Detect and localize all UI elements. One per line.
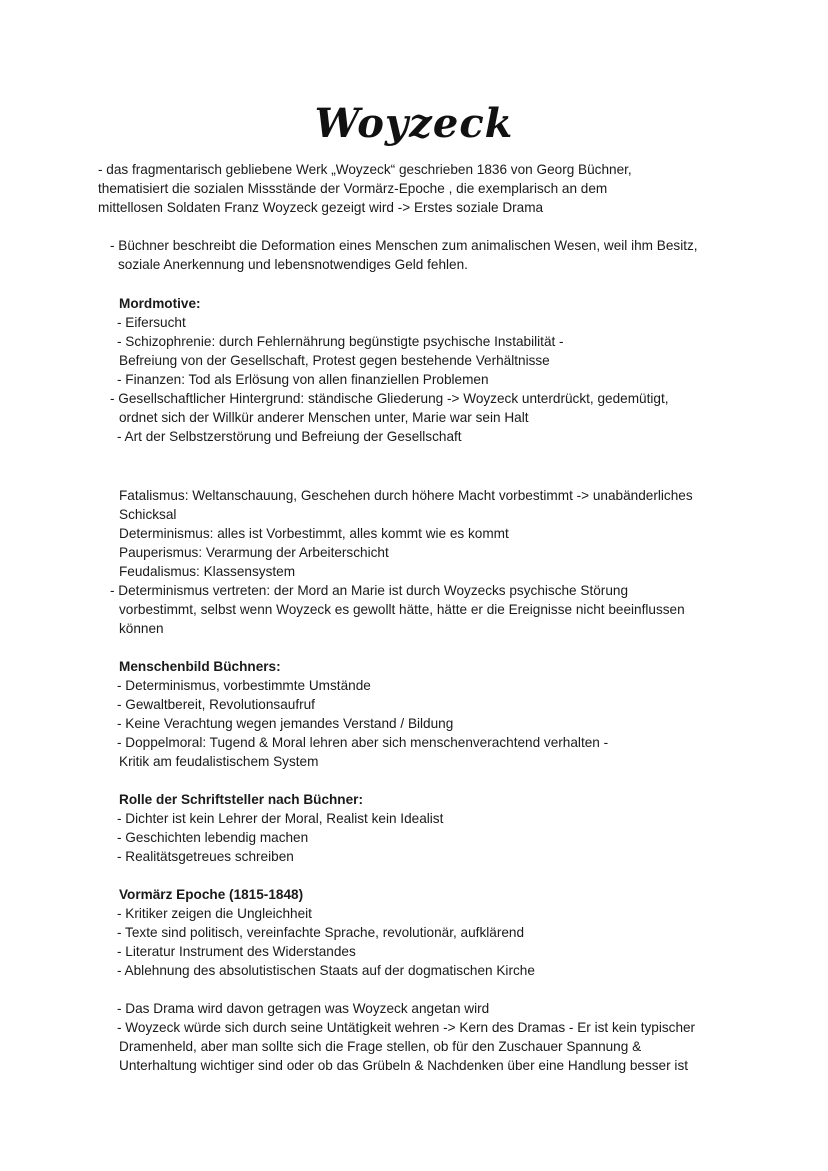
list-item: - Texte sind politisch, vereinfachte Sprache, revolutionär, aufklärend — [117, 925, 525, 940]
list-item: - Schizophrenie: durch Fehlernährung begünstigte psychische Instabilität - — [117, 334, 564, 349]
definition-line: Determinismus: alles ist Vorbestimmt, alles kommt wie es kommt — [119, 526, 509, 541]
list-item-continuation: Unterhaltung wichtiger sind oder ob das Grübeln & Nachdenken über eine Handlung besser ist — [119, 1058, 689, 1073]
page-title: Woyzeck — [314, 100, 514, 147]
list-item-continuation: können — [119, 621, 164, 636]
section-heading-vormaerz: Vormärz Epoche (1815-1848) — [119, 887, 304, 902]
list-item: - Finanzen: Tod als Erlösung von allen finanziellen Problemen — [117, 372, 489, 387]
list-item: - Das Drama wird davon getragen was Woyzeck angetan wird — [117, 1001, 490, 1016]
intro-line: thematisiert die sozialen Missstände der Vormärz-Epoche , die exemplarisch an dem — [98, 181, 608, 196]
section-heading-rolle: Rolle der Schriftsteller nach Büchner: — [119, 792, 363, 807]
definition-line: Pauperismus: Verarmung der Arbeiterschicht — [119, 545, 389, 560]
list-item: - Gewaltbereit, Revolutionsaufruf — [117, 697, 315, 712]
list-item: - Kritiker zeigen die Ungleichheit — [117, 906, 312, 921]
list-item: - Dichter ist kein Lehrer der Moral, Realist kein Idealist — [117, 811, 444, 826]
list-item-continuation: Befreiung von der Gesellschaft, Protest gegen bestehende Verhältnisse — [119, 353, 550, 368]
list-item: - Woyzeck würde sich durch seine Untätigkeit wehren -> Kern des Dramas - Er ist kein typischer — [117, 1020, 696, 1035]
list-item: - Determinismus vertreten: der Mord an Marie ist durch Woyzecks psychische Störung — [110, 583, 629, 598]
intro-line: mittellosen Soldaten Franz Woyzeck gezeigt wird -> Erstes soziale Drama — [98, 200, 544, 215]
list-item: - Literatur Instrument des Widerstandes — [117, 944, 356, 959]
list-item: - Realitätsgetreues schreiben — [117, 849, 294, 864]
intro-line: - das fragmentarisch gebliebene Werk „Woyzeck“ geschrieben 1836 von Georg Büchner, — [98, 162, 632, 177]
section-heading-menschenbild: Menschenbild Büchners: — [119, 659, 281, 674]
list-item-continuation: Dramenheld, aber man sollte sich die Frage stellen, ob für den Zuschauer Spannung & — [119, 1039, 642, 1054]
list-item: - Determinismus, vorbestimmte Umstände — [117, 678, 371, 693]
list-item: - Gesellschaftlicher Hintergrund: ständische Gliederung -> Woyzeck unterdrückt, gedemütigt, — [110, 391, 669, 406]
list-item-continuation: vorbestimmt, selbst wenn Woyzeck es gewollt hätte, hätte er die Ereignisse nicht beeinflussen — [119, 602, 685, 617]
list-item: - Keine Verachtung wegen jemandes Verstand / Bildung — [117, 716, 454, 731]
list-item: - Eifersucht — [117, 315, 186, 330]
list-item: - Geschichten lebendig machen — [117, 830, 309, 845]
list-item: - Doppelmoral: Tugend & Moral lehren aber sich menschenverachtend verhalten - — [117, 735, 609, 750]
section-heading-mordmotive: Mordmotive: — [119, 296, 201, 311]
list-item: - Art der Selbstzerstörung und Befreiung der Gesellschaft — [117, 429, 462, 444]
definition-line: Fatalismus: Weltanschauung, Geschehen durch höhere Macht vorbestimmt -> unabänderliches — [119, 488, 693, 503]
definition-line: Schicksal — [119, 507, 177, 522]
body-line: - Büchner beschreibt die Deformation eines Menschen zum animalischen Wesen, weil ihm Besitz, — [110, 238, 698, 253]
list-item: - Ablehnung des absolutistischen Staats auf der dogmatischen Kirche — [117, 963, 535, 978]
body-line: soziale Anerkennung und lebensnotwendiges Geld fehlen. — [118, 257, 468, 272]
definition-line: Feudalismus: Klassensystem — [119, 564, 296, 579]
list-item-continuation: ordnet sich der Willkür anderer Menschen unter, Marie war sein Halt — [119, 410, 529, 425]
list-item-continuation: Kritik am feudalistischem System — [119, 754, 319, 769]
